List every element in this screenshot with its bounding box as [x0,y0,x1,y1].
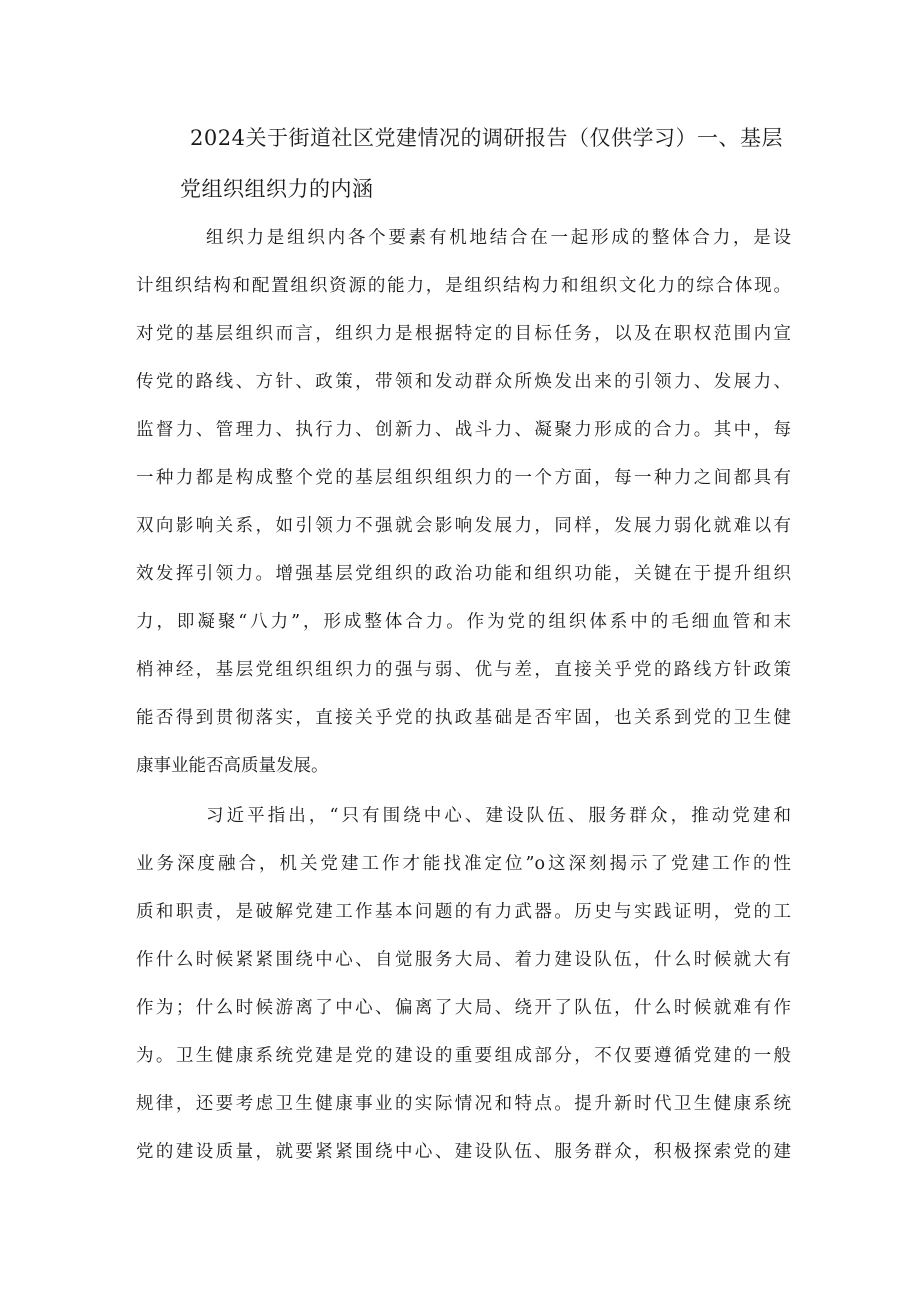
paragraph-line: 作为；什么时候游离了中心、偏离了大局、绕开了队伍，什么时候就难有作 [136,998,791,1018]
paragraph-line: 质和职责，是破解党建工作基本问题的有力武器。历史与实践证明，党的工 [136,902,791,922]
paragraph-line: 梢神经，基层党组织组织力的强与弱、优与差，直接关乎党的路线方针政策 [136,660,791,680]
paragraph-line: 一种力都是构成整个党的基层组织组织力的一个方面，每一种力之间都具有 [136,468,791,488]
paragraph-line: 作什么时候紧紧围绕中心、自觉服务大局、着力建设队伍，什么时候就大有 [136,950,791,970]
paragraph-line: 能否得到贯彻落实，直接关乎党的执政基础是否牢固，也关系到党的卫生健 [136,708,791,728]
paragraph-line: 双向影响关系，如引领力不强就会影响发展力，同样，发展力弱化就难以有 [136,516,791,536]
paragraph-line: 效发挥引领力。增强基层党组织的政治功能和组织功能，关键在于提升组织 [136,564,791,584]
paragraph-line: 监督力、管理力、执行力、创新力、战斗力、凝聚力形成的合力。其中，每 [136,420,791,440]
document-title-line-1: 2024关于街道社区党建情况的调研报告（仅供学习）一、基层 [190,126,783,150]
paragraph-line: 组织力是组织内各个要素有机地结合在一起形成的整体合力，是设 [206,228,791,248]
paragraph-line: 计组织结构和配置组织资源的能力，是组织结构力和组织文化力的综合体现。 [136,276,791,296]
paragraph-line: 康事业能否高质量发展。 [136,756,329,776]
paragraph-line: 对党的基层组织而言，组织力是根据特定的目标任务，以及在职权范围内宣 [136,324,791,344]
paragraph-line: 规律，还要考虑卫生健康事业的实际情况和特点。提升新时代卫生健康系统 [136,1094,791,1114]
paragraph-line: 业务深度融合，机关党建工作才能找准定位”o这深刻揭示了党建工作的性 [136,854,791,874]
paragraph-line: 党的建设质量，就要紧紧围绕中心、建设队伍、服务群众，积极探索党的建 [136,1142,791,1162]
paragraph-line: 传党的路线、方针、政策，带领和发动群众所焕发出来的引领力、发展力、 [136,372,791,392]
paragraph-line: 习近平指出，“只有围绕中心、建设队伍、服务群众，推动党建和 [206,806,791,826]
document-title-line-2: 党组织组织力的内涵 [180,177,374,201]
paragraph-line: 力，即凝聚“八力”，形成整体合力。作为党的组织体系中的毛细血管和末 [136,612,791,632]
paragraph-line: 为。卫生健康系统党建是党的建设的重要组成部分，不仅要遵循党建的一般 [136,1046,791,1066]
